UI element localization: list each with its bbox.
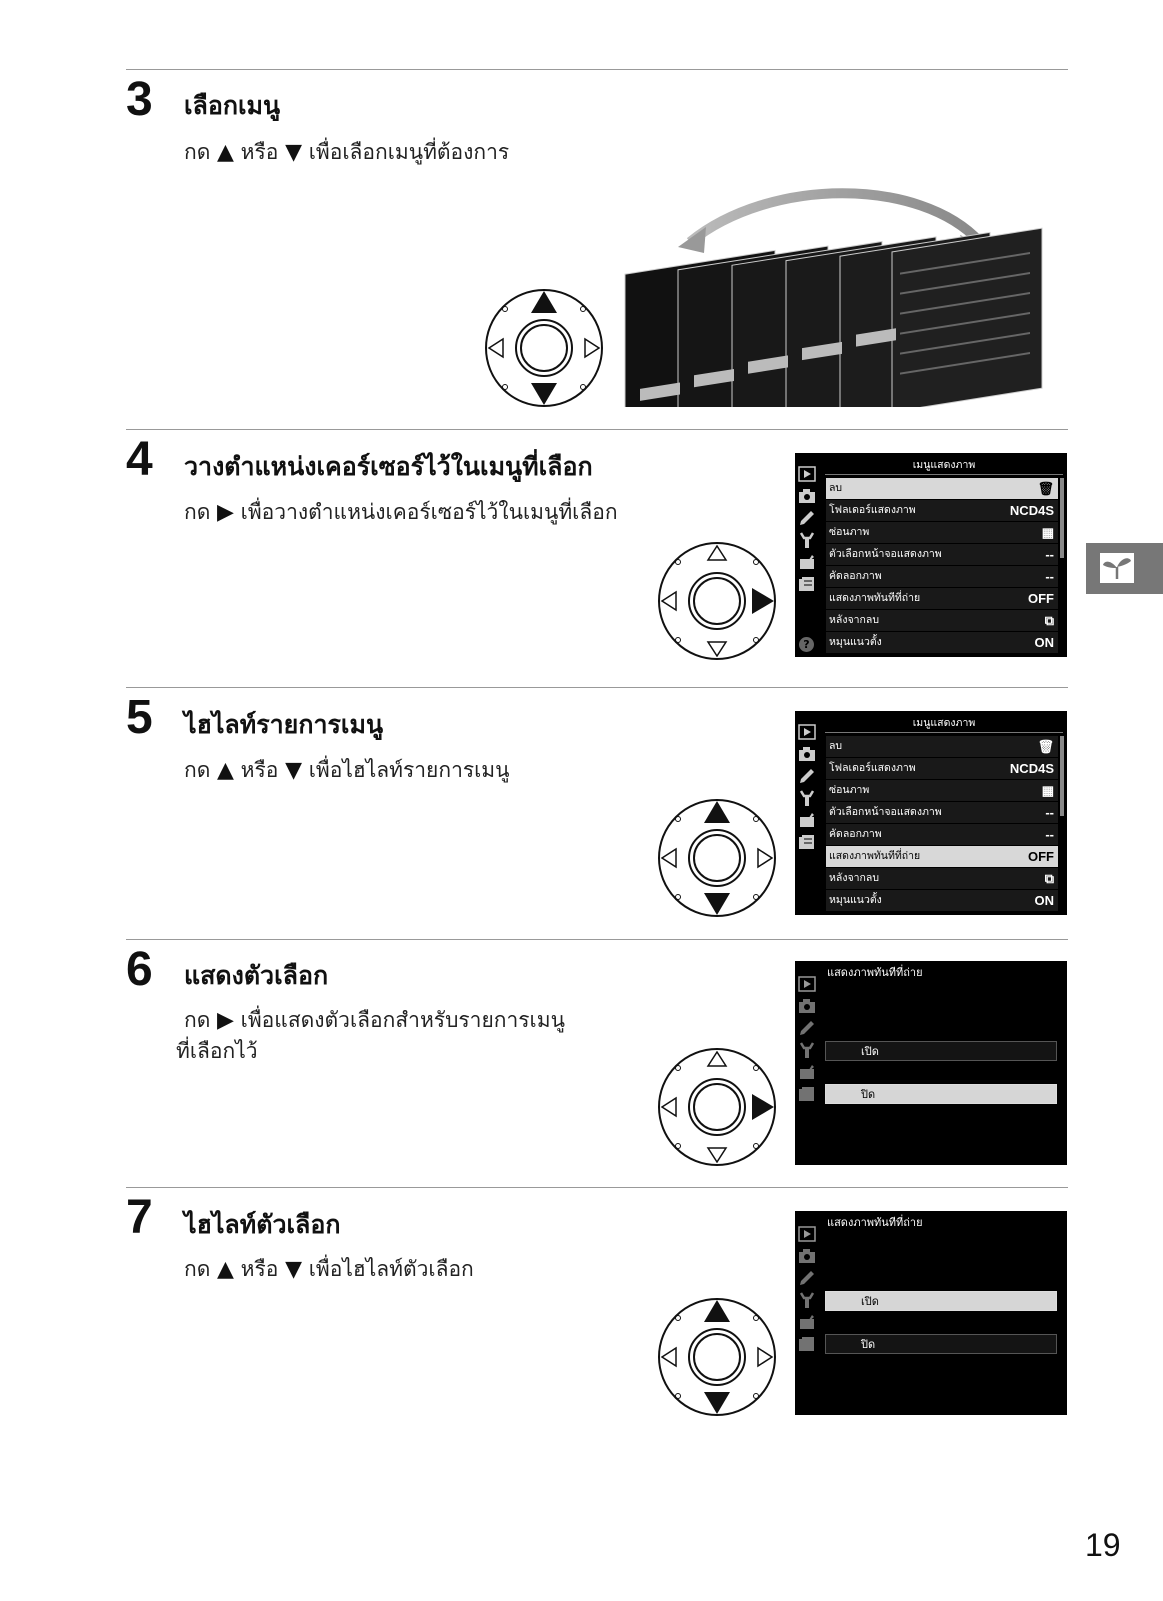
item-label: ซ่อนภาพ [829,784,870,796]
desc-text: กด [184,1008,211,1032]
menu-item-delete[interactable] [826,736,1058,757]
multi-selector-up-down-icon [656,1296,778,1418]
item-label: หมุนแนวตั้ง [829,636,882,648]
step-number: 7 [126,1191,153,1244]
desc-text: เพื่อวางตำแหน่งเคอร์เซอร์ไว้ในเมนูที่เลือก [240,500,618,524]
divider [126,939,1068,940]
menu-stack-illustration [620,187,1060,407]
playback-icon [798,975,816,993]
step-number: 5 [126,691,153,744]
item-value: -- [1045,827,1054,842]
divider [126,69,1068,70]
desc-text: หรือ [240,140,279,164]
menu-item-image-review[interactable] [826,588,1058,609]
page-number: 19 [1085,1527,1121,1563]
playback-icon [798,465,816,483]
step-description [184,497,618,528]
up-arrow-icon: ▲ [217,1257,234,1282]
wrench-icon [798,1041,816,1059]
item-label: โฟลเดอร์แสดงภาพ [829,504,916,516]
item-label: ลบ [829,740,843,752]
multi-selector-right-icon [656,1046,778,1168]
hide-image-icon: ▦ [1041,525,1054,540]
item-value: -- [1045,569,1054,584]
option-screen-title: แสดงภาพทันทีที่ถ่าย [827,966,923,979]
option-screen-title: แสดงภาพทันทีที่ถ่าย [827,1216,923,1229]
step-title: แสดงตัวเลือก [184,961,329,990]
item-value: -- [1045,805,1054,820]
desc-text: กด [184,1257,211,1281]
camera-icon [798,1247,816,1265]
step-number: 6 [126,943,153,996]
down-arrow-icon: ▼ [285,140,302,165]
step-title: ไฮไลท์รายการเมนู [184,710,384,739]
up-arrow-icon: ▲ [217,758,234,783]
menu-tab-icons [798,975,820,1107]
item-label: โฟลเดอร์แสดงภาพ [829,762,916,774]
playback-icon [798,1225,816,1243]
retouch-icon [798,811,816,829]
multi-selector-up-down-icon [656,797,778,919]
menu-item-playback-folder[interactable] [826,758,1058,779]
desc-text: หรือ [240,758,279,782]
camera-screen-playback-menu [795,453,1067,657]
camera-screen-option-list [795,1211,1067,1415]
step-title: ไฮไลท์ตัวเลือก [184,1210,341,1239]
item-label: แสดงภาพทันทีที่ถ่าย [829,592,921,604]
wrench-icon [798,531,816,549]
item-label: ซ่อนภาพ [829,526,870,538]
down-arrow-icon: ▼ [285,1257,302,1282]
multi-selector-up-down-icon [483,287,605,409]
desc-text: กด [184,758,211,782]
step-description [184,755,510,786]
camera-screen-playback-menu [795,711,1067,915]
item-value: OFF [1028,591,1054,606]
item-label: ลบ [829,482,843,494]
menu-tab-icons [798,465,820,597]
desc-text: กด [184,500,211,524]
retouch-icon [798,1063,816,1081]
step-number: 4 [126,433,153,486]
menu-item-playback-folder[interactable] [826,500,1058,521]
scrollbar[interactable] [1060,478,1064,558]
item-value: NCD4S [1009,503,1054,518]
pencil-icon [798,1269,816,1287]
desc-text: กด [184,140,211,164]
step-title: วางตำแหน่งเคอร์เซอร์ไว้ในเมนูที่เลือก [184,452,593,481]
item-value: -- [1045,547,1054,562]
up-arrow-icon: ▲ [217,140,234,165]
item-value: ON [1034,635,1054,650]
menu-tab-icons [798,1225,820,1357]
pencil-icon [798,509,816,527]
wrench-icon [798,789,816,807]
scrollbar[interactable] [1060,736,1064,816]
menu-title: เมนูแสดงภาพ [825,456,1063,475]
menu-item-copy-images[interactable] [826,566,1058,587]
my-menu-icon [798,1085,816,1103]
menu-title: เมนูแสดงภาพ [825,714,1063,733]
my-menu-icon [798,575,816,593]
item-value: ON [1034,893,1054,908]
camera-icon [798,997,816,1015]
option-on[interactable]: เปิด [825,1291,1057,1311]
item-value: OFF [1028,849,1054,864]
step-description [184,1254,474,1285]
step-description [184,137,509,168]
after-delete-icon: ⧉ [1044,613,1054,628]
menu-list [826,478,1058,654]
menu-item-display-options[interactable] [826,802,1058,823]
down-arrow-icon: ▼ [285,758,302,783]
divider [126,429,1068,430]
menu-item-image-review[interactable] [826,846,1058,867]
menu-item-display-options[interactable] [826,544,1058,565]
item-value: NCD4S [1009,761,1054,776]
menu-item-hide-image[interactable] [826,780,1058,801]
my-menu-icon [798,1335,816,1353]
trash-icon: 🗑 [1037,739,1054,754]
trash-icon: 🗑 [1037,481,1054,496]
multi-selector-right-icon [656,540,778,662]
help-icon[interactable]: ? [799,637,814,652]
hide-image-icon: ▦ [1041,783,1054,798]
desc-text: เพื่อไฮไลท์รายการเมนู [308,758,510,782]
step-title: เลือกเมนู [184,91,281,120]
after-delete-icon: ⧉ [1044,871,1054,886]
sprout-icon [1086,543,1163,594]
desc-text: หรือ [240,1257,279,1281]
item-label: คัดลอกภาพ [829,570,882,582]
item-label: คัดลอกภาพ [829,828,882,840]
option-off[interactable]: ปิด [825,1084,1057,1104]
menu-tab-icons [798,723,820,855]
desc-text: เพื่อแสดงตัวเลือกสำหรับรายการเมนู [240,1008,565,1032]
menu-item-after-delete[interactable] [826,868,1058,889]
menu-item-delete[interactable] [826,478,1058,499]
retouch-icon [798,553,816,571]
item-label: หลังจากลบ [829,614,879,626]
item-label: แสดงภาพทันทีที่ถ่าย [829,850,921,862]
camera-icon [798,487,816,505]
menu-item-copy-images[interactable] [826,824,1058,845]
item-label: หมุนแนวตั้ง [829,894,882,906]
option-off[interactable]: ปิด [825,1334,1057,1354]
desc-text: เพื่อไฮไลท์ตัวเลือก [308,1257,474,1281]
menu-item-hide-image[interactable] [826,522,1058,543]
item-label: ตัวเลือกหน้าจอแสดงภาพ [829,548,942,560]
item-label: ตัวเลือกหน้าจอแสดงภาพ [829,806,942,818]
my-menu-icon [798,833,816,851]
camera-screen-option-list [795,961,1067,1165]
pencil-icon [798,1019,816,1037]
playback-icon [798,723,816,741]
chapter-tab [1086,543,1163,594]
camera-icon [798,745,816,763]
step-description [176,1005,565,1066]
desc-text: ที่เลือกไว้ [176,1039,258,1063]
desc-text: เพื่อเลือกเมนูที่ต้องการ [308,140,510,164]
divider [126,687,1068,688]
retouch-icon [798,1313,816,1331]
step-number: 3 [126,73,153,126]
item-label: หลังจากลบ [829,872,879,884]
menu-item-rotate-tall[interactable] [826,890,1058,911]
pencil-icon [798,767,816,785]
menu-list [826,736,1058,912]
divider [126,1187,1068,1188]
right-arrow-icon: ▶ [217,1008,234,1033]
option-on[interactable]: เปิด [825,1041,1057,1061]
right-arrow-icon: ▶ [217,500,234,525]
wrench-icon [798,1291,816,1309]
menu-item-rotate-tall[interactable] [826,632,1058,653]
menu-item-after-delete[interactable] [826,610,1058,631]
